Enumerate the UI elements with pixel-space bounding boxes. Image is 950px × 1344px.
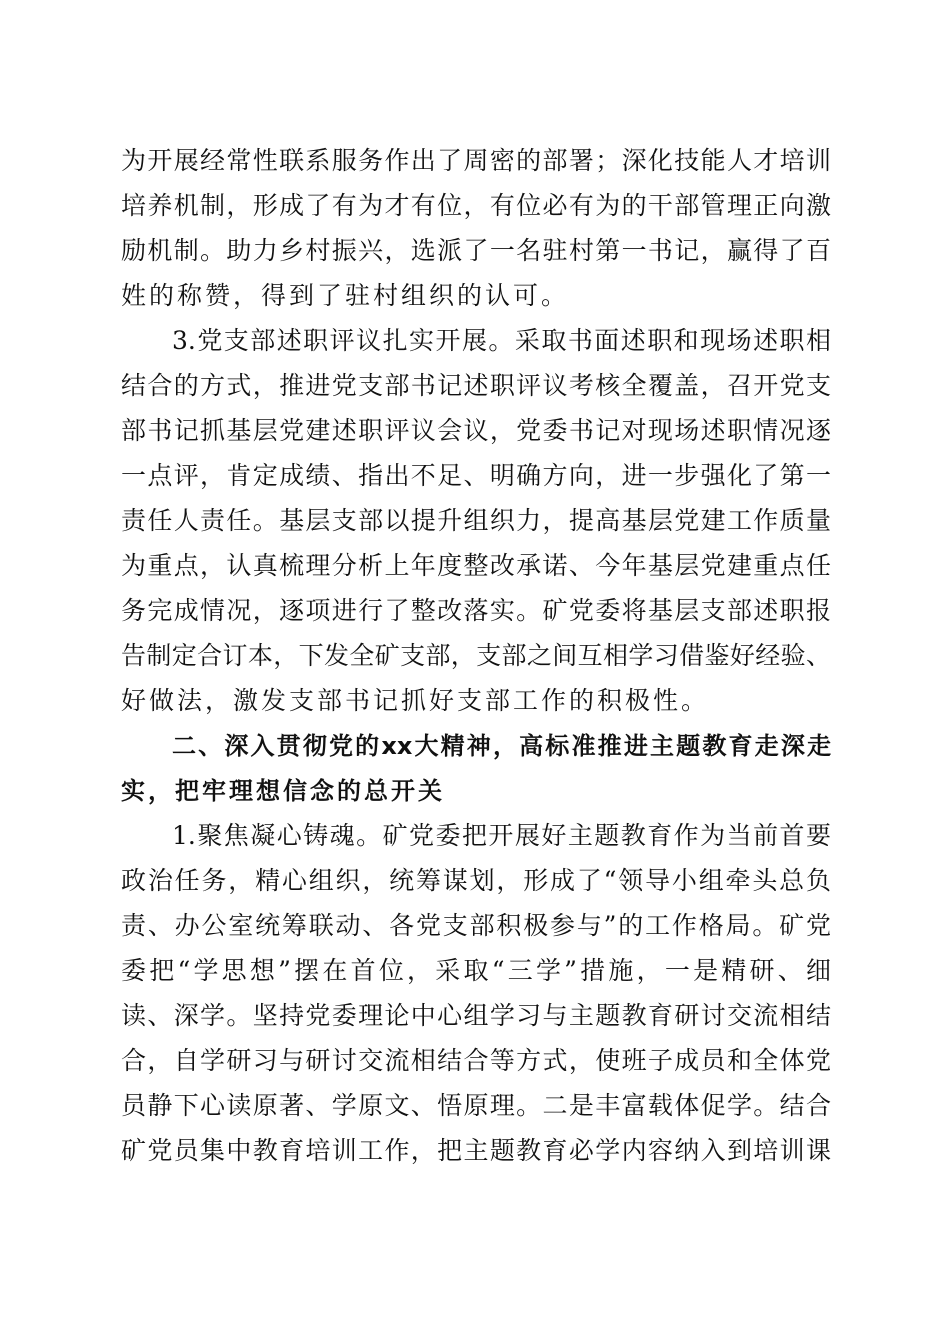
section-heading-line-1: 二、深入贯彻党的xx大精神，高标准推进主题教育走深走 xyxy=(172,732,831,760)
paragraph-2-line-7: 务完成情况，逐项进行了整改落实。矿党委将基层支部述职报 xyxy=(121,596,831,625)
paragraph-3-line-3: 责、办公室统筹联动、各党支部积极参与”的工作格局。矿党 xyxy=(121,911,831,940)
paragraph-1-line-1: 为开展经常性联系服务作出了周密的部署；深化技能人才培训 xyxy=(121,146,831,175)
paragraph-2-line-9: 好做法，激发支部书记抓好支部工作的积极性。 xyxy=(121,686,710,715)
paragraph-2-line-1: 3.党支部述职评议扎实开展。采取书面述职和现场述职相 xyxy=(172,326,831,355)
paragraph-1-line-2: 培养机制，形成了有为才有位，有位必有为的干部管理正向激 xyxy=(121,191,831,220)
paragraph-3-line-2: 政治任务，精心组织，统筹谋划，形成了“领导小组牵头总负 xyxy=(121,866,831,895)
paragraph-3-line-1: 1.聚焦凝心铸魂。矿党委把开展好主题教育作为当前首要 xyxy=(172,821,831,850)
paragraph-3-line-7: 员静下心读原著、学原文、悟原理。二是丰富载体促学。结合 xyxy=(121,1091,831,1120)
paragraph-2-line-8: 告制定合订本，下发全矿支部，支部之间互相学习借鉴好经验、 xyxy=(121,641,831,670)
paragraph-2-line-6: 为重点，认真梳理分析上年度整改承诺、今年基层党建重点任 xyxy=(121,551,831,580)
section-heading-line-2: 实，把牢理想信念的总开关 xyxy=(121,777,445,805)
paragraph-2-line-5: 责任人责任。基层支部以提升组织力，提高基层党建工作质量 xyxy=(121,506,831,535)
paragraph-3-line-8: 矿党员集中教育培训工作，把主题教育必学内容纳入到培训课 xyxy=(121,1136,831,1165)
paragraph-1-line-4: 姓的称赞，得到了驻村组织的认可。 xyxy=(121,281,570,310)
paragraph-3-line-6: 合，自学研习与研讨交流相结合等方式，使班子成员和全体党 xyxy=(121,1046,831,1075)
paragraph-1-line-3: 励机制。助力乡村振兴，选派了一名驻村第一书记，赢得了百 xyxy=(121,236,831,265)
paragraph-3-line-5: 读、深学。坚持党委理论中心组学习与主题教育研讨交流相结 xyxy=(121,1001,831,1030)
paragraph-3-line-4: 委把“学思想”摆在首位，采取“三学”措施，一是精研、细 xyxy=(121,956,831,985)
paragraph-2-line-2: 结合的方式，推进党支部书记述职评议考核全覆盖，召开党支 xyxy=(121,371,831,400)
paragraph-2-line-3: 部书记抓基层党建述职评议会议，党委书记对现场述职情况逐 xyxy=(121,416,831,445)
paragraph-2-line-4: 一点评，肯定成绩、指出不足、明确方向，进一步强化了第一 xyxy=(121,461,831,490)
